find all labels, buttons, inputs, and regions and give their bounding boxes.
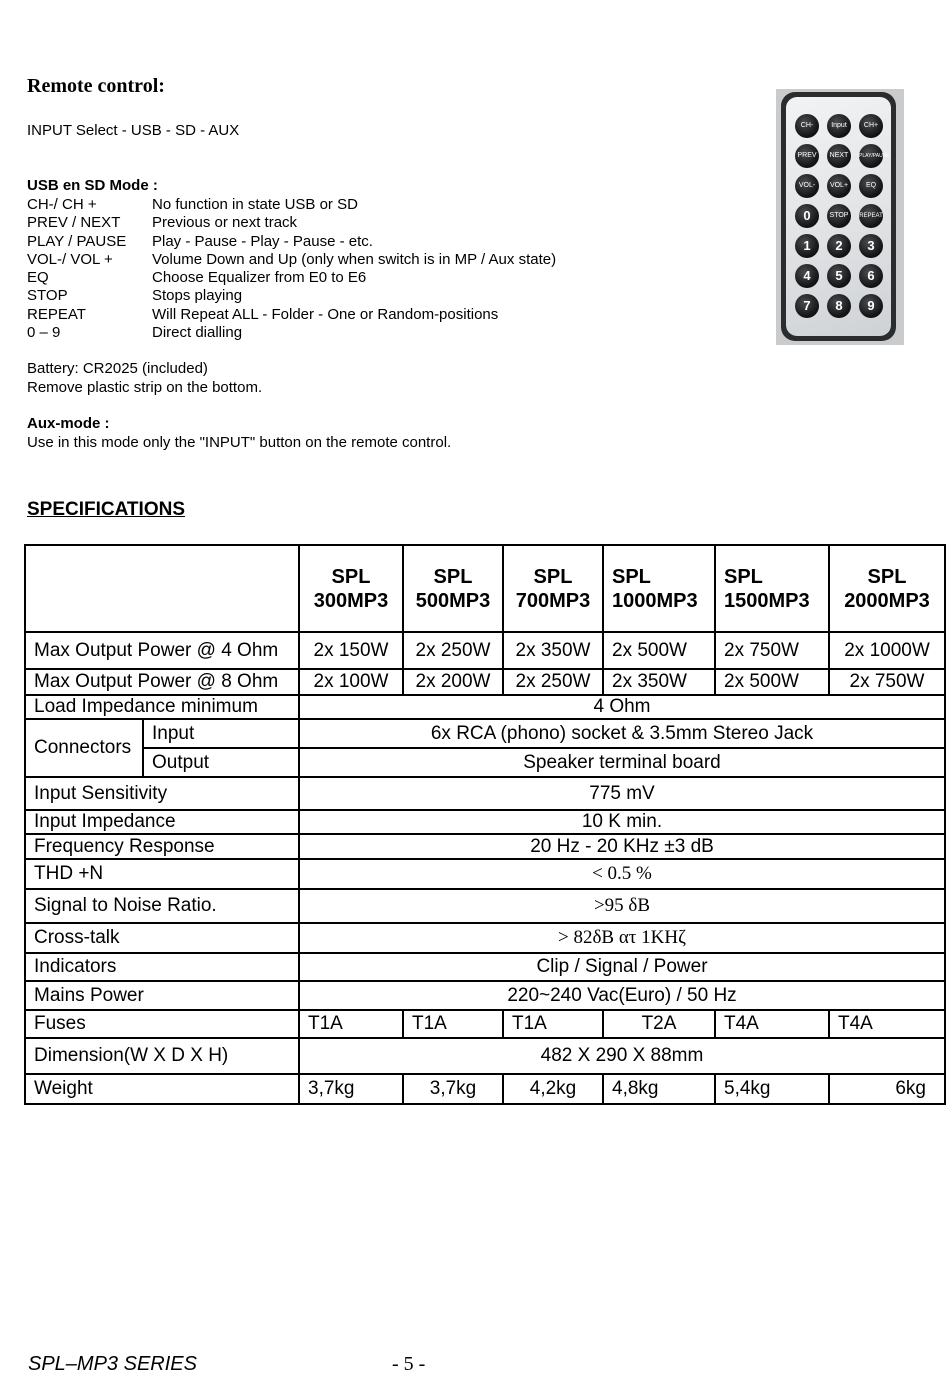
row-label: Weight: [25, 1074, 299, 1104]
mode-key: VOL-/ VOL +: [27, 250, 113, 268]
table-row: [25, 810, 945, 834]
table-row: [25, 834, 945, 859]
mode-row: [27, 251, 556, 269]
model-line1: SPL: [612, 565, 651, 588]
mode-desc: Choose Equalizer from E0 to E6: [152, 269, 367, 287]
cell-value: 10 K min.: [299, 810, 945, 834]
table-row: [25, 1010, 945, 1038]
mode-key: REPEAT: [27, 305, 86, 323]
cell-value: 3,7kg: [403, 1074, 503, 1104]
model-header: [503, 545, 603, 632]
mode-row: [27, 196, 556, 214]
mode-desc: No function in state USB or SD: [152, 196, 358, 213]
cell-value: 4 Ohm: [299, 695, 945, 719]
table-row: [25, 981, 945, 1010]
row-label: THD +N: [25, 859, 299, 889]
row-label: Cross-talk: [25, 923, 299, 953]
mode-row: [27, 269, 556, 287]
sub-label: Output: [143, 748, 299, 777]
usb-sd-mode-heading: USB en SD Mode :: [27, 177, 158, 194]
remote-button-ch-plus: CH+: [859, 114, 883, 138]
remote-button-prev: PREV: [795, 144, 819, 168]
row-label: Load Impedance minimum: [25, 695, 299, 719]
mode-key: CH-/ CH +: [27, 196, 97, 213]
table-row: [25, 953, 945, 981]
remote-button-input: Input: [827, 114, 851, 138]
cell-value: 2x 1000W: [829, 632, 945, 669]
cell-value: 4,8kg: [603, 1074, 715, 1104]
specifications-table: [24, 544, 946, 1105]
cell-value: 2x 250W: [503, 669, 603, 695]
cell-value: < 0.5 %: [299, 859, 945, 889]
model-header: [829, 545, 945, 632]
table-row: [25, 859, 945, 889]
table-row: [25, 632, 945, 669]
model-line1: SPL: [867, 565, 907, 588]
aux-mode-heading: Aux-mode :: [27, 415, 110, 432]
mode-desc: Previous or next track: [152, 214, 298, 232]
mode-key: EQ: [27, 269, 49, 287]
cell-value: > 82δB ατ 1KHζ: [299, 923, 945, 953]
model-header: [403, 545, 503, 632]
row-label: Max Output Power @ 8 Ohm: [25, 669, 299, 695]
table-row: [25, 695, 945, 719]
table-row: [25, 748, 945, 777]
remote-button-8: 8: [827, 294, 851, 318]
row-label: Input Impedance: [25, 810, 299, 834]
remote-button-9: 9: [859, 294, 883, 318]
cell-value: 3,7kg: [299, 1074, 403, 1104]
remote-button-4: 4: [795, 264, 819, 288]
cell-value: T4A: [829, 1010, 945, 1038]
cell-value: >95 δB: [299, 889, 945, 923]
mode-desc: Direct dialling: [152, 324, 243, 342]
cell-value: 20 Hz - 20 KHz ±3 dB: [299, 834, 945, 859]
mode-row: [27, 214, 556, 232]
cell-value: 6x RCA (phono) socket & 3.5mm Stereo Jack: [299, 719, 945, 748]
mode-function-list: [27, 196, 556, 342]
cell-value: 2x 250W: [403, 632, 503, 669]
model-line2: 1500MP3: [724, 589, 810, 612]
page-number: - 5 -: [392, 1353, 426, 1375]
cell-value: 5,4kg: [715, 1074, 829, 1104]
mode-row: [27, 287, 556, 305]
sub-label: Input: [143, 719, 299, 748]
mode-desc: Play - Pause - Play - Pause - etc.: [152, 232, 373, 250]
cell-value: T1A: [299, 1010, 403, 1038]
cell-value: T1A: [503, 1010, 603, 1038]
table-row: [25, 923, 945, 953]
remote-button-vol-plus: VOL+: [827, 174, 851, 198]
model-line2: 300MP3: [313, 589, 389, 612]
table-row: [25, 719, 945, 748]
mode-row: [27, 233, 556, 251]
cell-value: 6kg: [829, 1074, 945, 1104]
cell-value: T2A: [603, 1010, 715, 1038]
model-header: [715, 545, 829, 632]
table-row: [25, 669, 945, 695]
model-line1: SPL: [533, 565, 573, 588]
cell-value: 2x 750W: [829, 669, 945, 695]
remote-button-5: 5: [827, 264, 851, 288]
cell-value: Clip / Signal / Power: [299, 953, 945, 981]
mode-key: STOP: [27, 287, 68, 305]
cell-value: T1A: [403, 1010, 503, 1038]
cell-value: 2x 350W: [503, 632, 603, 669]
cell-value: 2x 500W: [603, 632, 715, 669]
cell-value: 2x 200W: [403, 669, 503, 695]
model-line1: SPL: [331, 565, 371, 588]
remote-button-3: 3: [859, 234, 883, 258]
remote-control-heading: Remote control:: [27, 75, 165, 97]
remote-button-next: NEXT: [827, 144, 851, 168]
row-label: Connectors: [25, 719, 143, 777]
remote-button-eq: EQ: [859, 174, 883, 198]
remote-button-6: 6: [859, 264, 883, 288]
input-select-text: INPUT Select - USB - SD - AUX: [27, 122, 240, 139]
row-label: Max Output Power @ 4 Ohm: [25, 632, 299, 669]
cell-value: 482 X 290 X 88mm: [299, 1038, 945, 1074]
table-row: [25, 1074, 945, 1104]
mode-row: [27, 324, 556, 342]
model-line2: 500MP3: [415, 589, 491, 612]
row-label: Dimension(W X D X H): [25, 1038, 299, 1074]
row-label: Fuses: [25, 1010, 299, 1038]
remote-button-0: 0: [795, 204, 819, 228]
table-header-row: [25, 545, 945, 632]
remote-button-stop: STOP: [827, 204, 851, 228]
mode-key: PLAY / PAUSE: [27, 232, 127, 250]
remote-button-1: 1: [795, 234, 819, 258]
cell-value: 2x 100W: [299, 669, 403, 695]
row-label: Input Sensitivity: [25, 777, 299, 810]
model-line2: 2000MP3: [844, 589, 930, 612]
battery-note: Remove plastic strip on the bottom.: [27, 379, 263, 396]
cell-value: 2x 750W: [715, 632, 829, 669]
row-label: Frequency Response: [25, 834, 299, 859]
remote-button-vol-minus: VOL-: [795, 174, 819, 198]
row-label: Signal to Noise Ratio.: [25, 889, 299, 923]
table-row: [25, 777, 945, 810]
model-line1: SPL: [433, 565, 473, 588]
remote-button-repeat: REPEAT: [859, 204, 883, 228]
remote-control-image: [776, 89, 904, 345]
model-line2: 700MP3: [515, 589, 591, 612]
remote-button-2: 2: [827, 234, 851, 258]
table-row: [25, 889, 945, 923]
cell-value: 2x 150W: [299, 632, 403, 669]
model-header: [603, 545, 715, 632]
cell-value: Speaker terminal board: [299, 748, 945, 777]
table-row: [25, 1038, 945, 1074]
mode-desc: Volume Down and Up (only when switch is in MP / Aux state): [152, 250, 557, 268]
mode-key: PREV / NEXT: [27, 214, 121, 232]
mode-desc: Will Repeat ALL - Folder - One or Random-positions: [152, 305, 499, 323]
remote-button-7: 7: [795, 294, 819, 318]
cell-value: 220~240 Vac(Euro) / 50 Hz: [299, 981, 945, 1010]
model-line2: 1000MP3: [612, 589, 698, 612]
cell-value: T4A: [715, 1010, 829, 1038]
remote-button-ch-minus: CH-: [795, 114, 819, 138]
row-label: Mains Power: [25, 981, 299, 1010]
battery-text: Battery: CR2025 (included): [27, 360, 208, 377]
cell-value: 4,2kg: [503, 1074, 603, 1104]
specifications-heading: SPECIFICATIONS: [27, 499, 185, 520]
cell-value: 2x 500W: [715, 669, 829, 695]
remote-button-play-pause: PLAY/PAUSE: [859, 144, 883, 168]
model-header: [299, 545, 403, 632]
row-label: Indicators: [25, 953, 299, 981]
aux-mode-text: Use in this mode only the "INPUT" button on the remote control.: [27, 434, 452, 451]
model-line1: SPL: [724, 565, 763, 588]
mode-row: [27, 306, 556, 324]
cell-value: 2x 350W: [603, 669, 715, 695]
cell-value: 775 mV: [299, 777, 945, 810]
footer-series: SPL–MP3 SERIES: [28, 1353, 197, 1375]
header-empty-cell: [25, 545, 299, 632]
remote-face: [786, 97, 891, 336]
remote-body: [781, 92, 896, 341]
mode-key: 0 – 9: [27, 324, 61, 342]
mode-desc: Stops playing: [152, 287, 243, 305]
